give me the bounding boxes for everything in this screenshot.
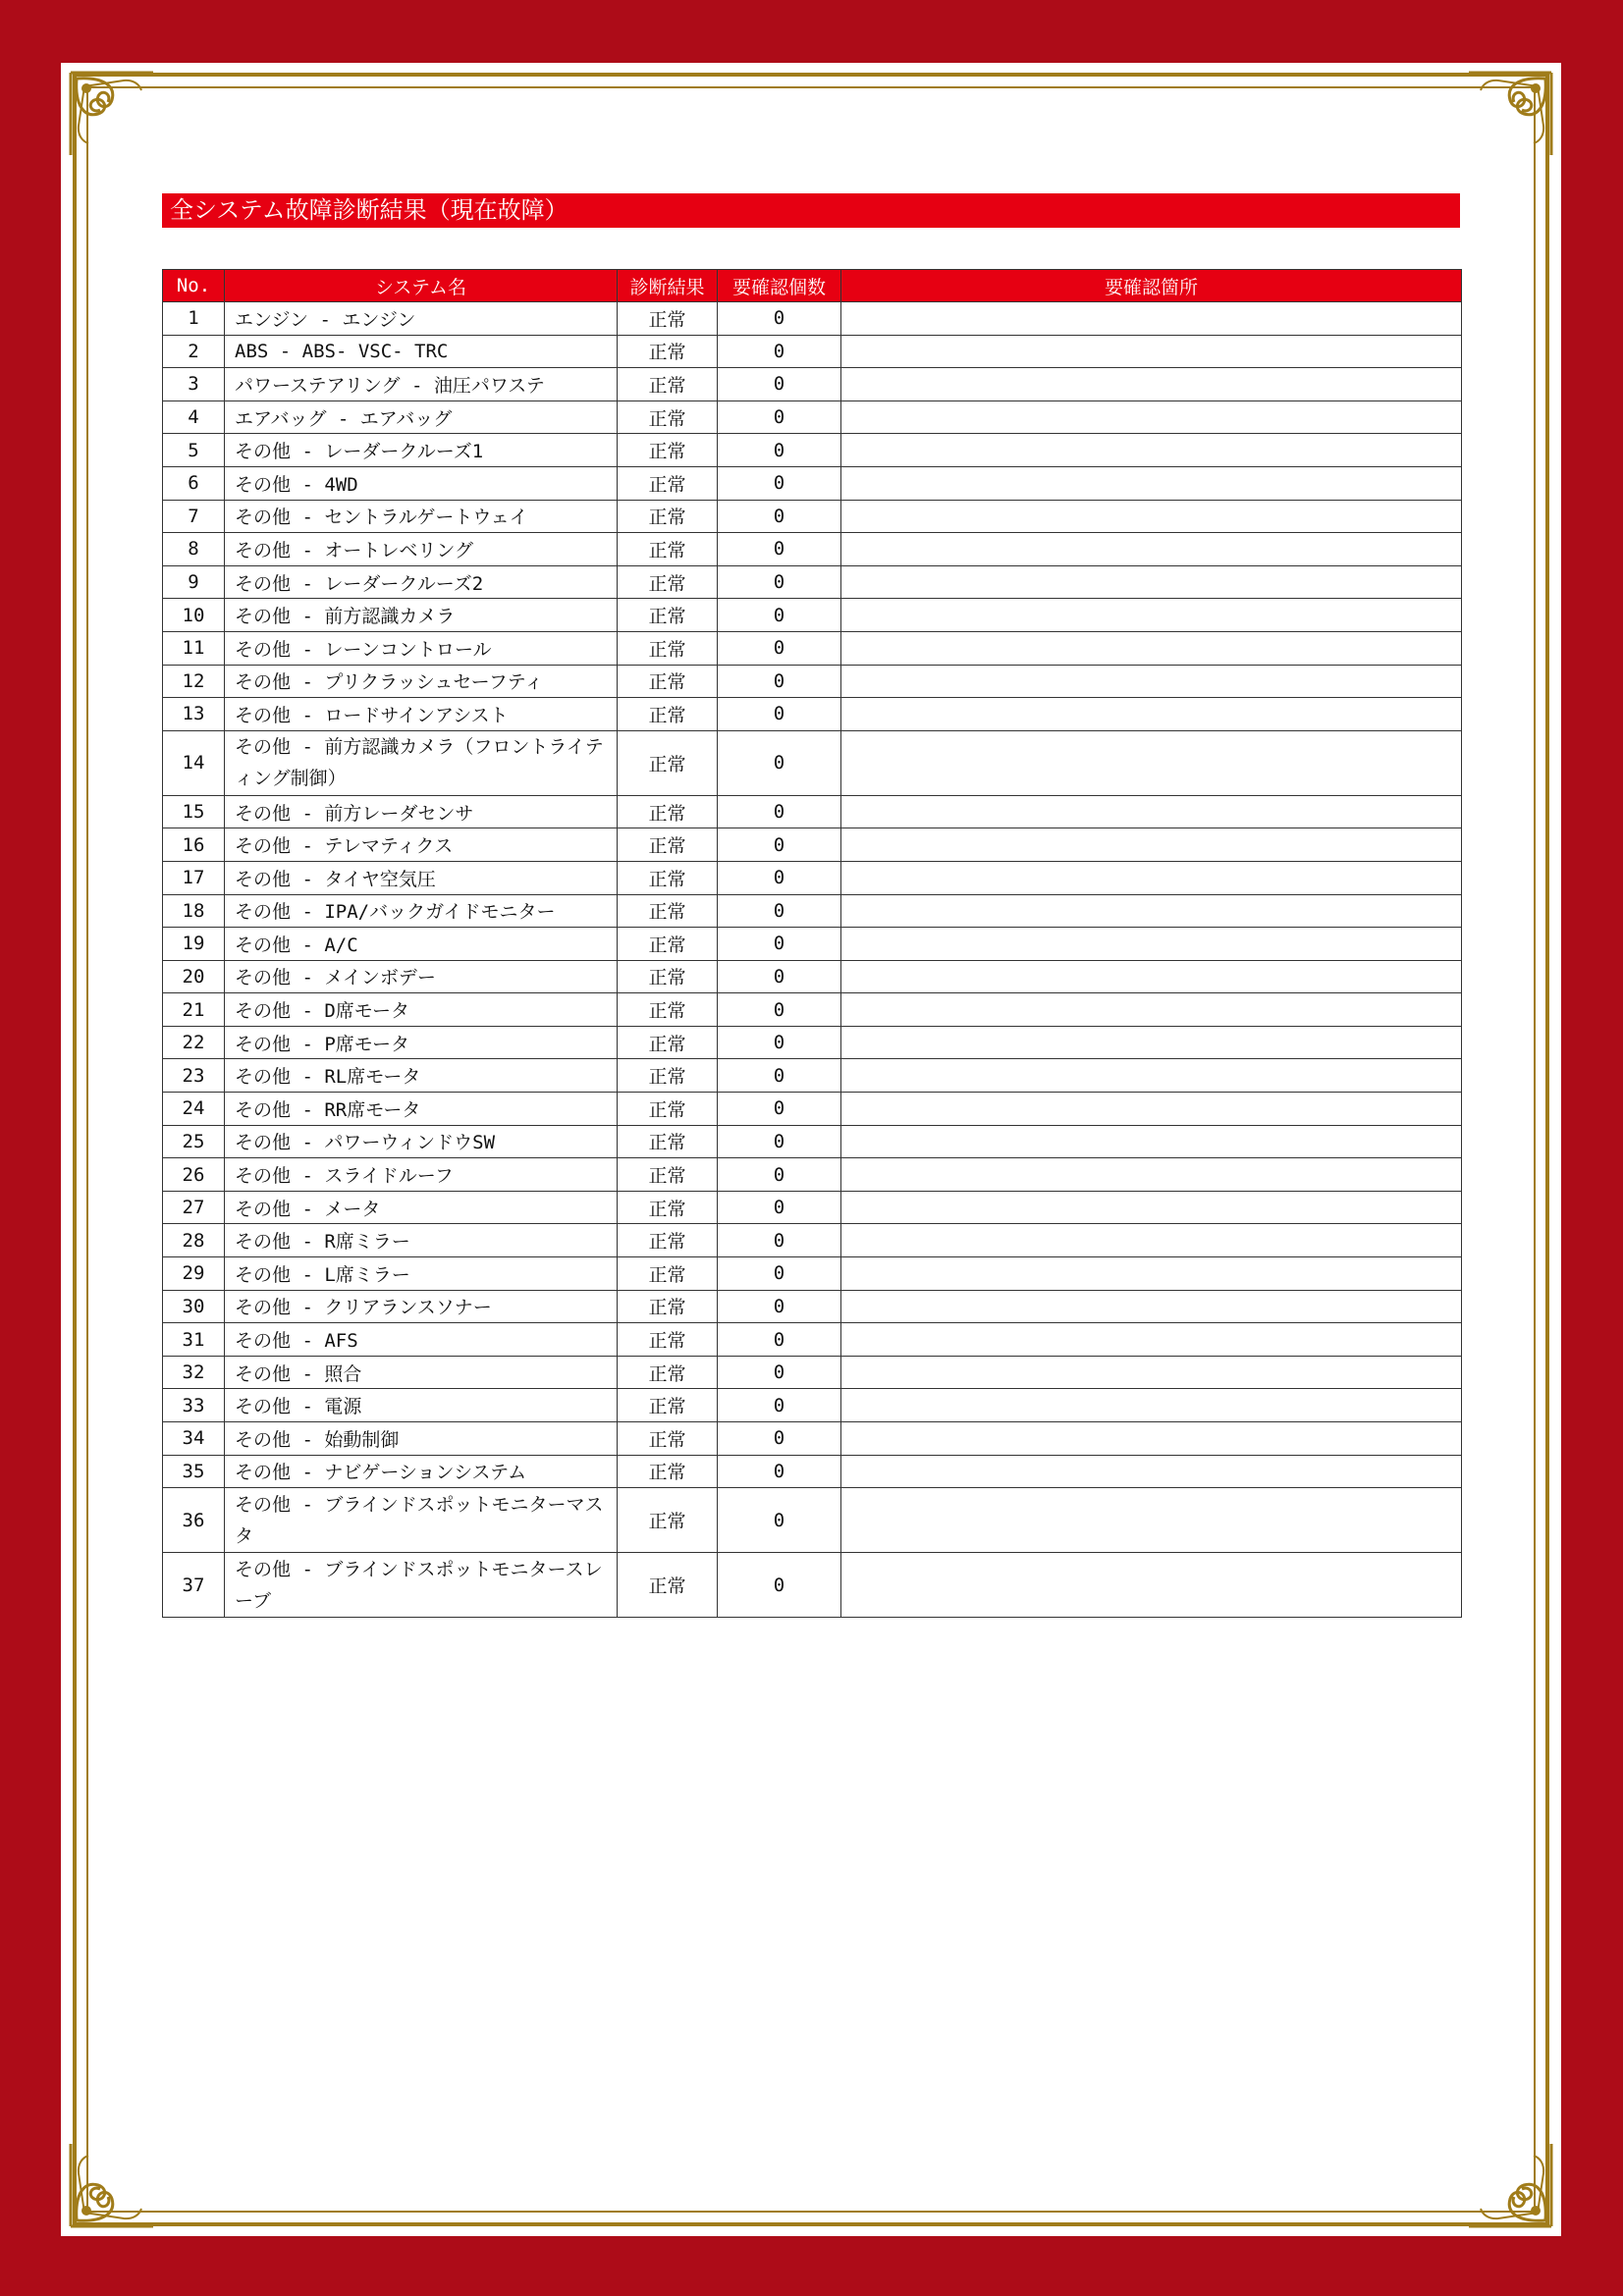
diagnosis-result: 正常: [618, 1389, 718, 1422]
check-location: [841, 1290, 1462, 1323]
check-count: 0: [718, 730, 841, 795]
system-name: その他 - スライドルーフ: [225, 1158, 618, 1192]
system-name: その他 - 前方レーダセンサ: [225, 795, 618, 828]
row-number: 24: [163, 1093, 225, 1126]
row-number: 23: [163, 1059, 225, 1093]
row-number: 17: [163, 861, 225, 894]
check-location: [841, 1158, 1462, 1192]
check-location: [841, 861, 1462, 894]
check-location: [841, 1323, 1462, 1357]
diagnosis-result: 正常: [618, 500, 718, 533]
check-count: 0: [718, 1389, 841, 1422]
row-number: 25: [163, 1125, 225, 1158]
check-count: 0: [718, 1059, 841, 1093]
table-row: [163, 565, 1462, 599]
header-result: 診断結果: [618, 270, 718, 302]
system-name: その他 - L席ミラー: [225, 1257, 618, 1291]
table-row: [163, 1158, 1462, 1192]
row-number: 8: [163, 533, 225, 566]
system-name: その他 - ナビゲーションシステム: [225, 1455, 618, 1488]
diagnosis-result: 正常: [618, 928, 718, 961]
row-number: 31: [163, 1323, 225, 1357]
check-count: 0: [718, 1422, 841, 1456]
diagnosis-result: 正常: [618, 400, 718, 434]
row-number: 19: [163, 928, 225, 961]
check-count: 0: [718, 533, 841, 566]
check-count: 0: [718, 1488, 841, 1553]
check-location: [841, 795, 1462, 828]
check-count: 0: [718, 1455, 841, 1488]
check-count: 0: [718, 795, 841, 828]
check-location: [841, 730, 1462, 795]
check-location: [841, 993, 1462, 1027]
row-number: 35: [163, 1455, 225, 1488]
row-number: 32: [163, 1356, 225, 1389]
check-location: [841, 1356, 1462, 1389]
row-number: 4: [163, 400, 225, 434]
diagnosis-result: 正常: [618, 302, 718, 336]
check-location: [841, 434, 1462, 467]
table-row: [163, 1125, 1462, 1158]
table-row: [163, 1059, 1462, 1093]
table-row: [163, 1422, 1462, 1456]
check-count: 0: [718, 1093, 841, 1126]
check-count: 0: [718, 400, 841, 434]
check-location: [841, 1389, 1462, 1422]
table-row: [163, 1224, 1462, 1257]
check-location: [841, 565, 1462, 599]
check-count: 0: [718, 698, 841, 731]
check-location: [841, 1257, 1462, 1291]
table-row: [163, 1553, 1462, 1618]
check-location: [841, 828, 1462, 862]
check-count: 0: [718, 665, 841, 698]
check-location: [841, 1059, 1462, 1093]
table-row: [163, 434, 1462, 467]
system-name: その他 - 照合: [225, 1356, 618, 1389]
check-count: 0: [718, 828, 841, 862]
check-count: 0: [718, 1257, 841, 1291]
table-row: [163, 795, 1462, 828]
row-number: 14: [163, 730, 225, 795]
system-name: エンジン - エンジン: [225, 302, 618, 336]
check-location: [841, 533, 1462, 566]
row-number: 34: [163, 1422, 225, 1456]
system-name: その他 - オートレベリング: [225, 533, 618, 566]
table-row: [163, 599, 1462, 632]
row-number: 1: [163, 302, 225, 336]
diagnosis-result: 正常: [618, 335, 718, 368]
check-count: 0: [718, 1356, 841, 1389]
diagnosis-result: 正常: [618, 1125, 718, 1158]
row-number: 26: [163, 1158, 225, 1192]
row-number: 30: [163, 1290, 225, 1323]
system-name: その他 - タイヤ空気圧: [225, 861, 618, 894]
system-name: その他 - RR席モータ: [225, 1093, 618, 1126]
diagnosis-result: 正常: [618, 1323, 718, 1357]
table-row: [163, 631, 1462, 665]
diagnosis-result: 正常: [618, 631, 718, 665]
check-count: 0: [718, 1553, 841, 1618]
diagnosis-result: 正常: [618, 1191, 718, 1224]
check-count: 0: [718, 993, 841, 1027]
table-row: [163, 368, 1462, 401]
check-location: [841, 894, 1462, 928]
corner-ornament-icon: [65, 67, 159, 161]
system-name: その他 - 前方認識カメラ: [225, 599, 618, 632]
diagnosis-result: 正常: [618, 1356, 718, 1389]
row-number: 3: [163, 368, 225, 401]
row-number: 33: [163, 1389, 225, 1422]
row-number: 11: [163, 631, 225, 665]
check-location: [841, 500, 1462, 533]
row-number: 20: [163, 960, 225, 993]
check-count: 0: [718, 434, 841, 467]
check-location: [841, 400, 1462, 434]
system-name: エアバッグ - エアバッグ: [225, 400, 618, 434]
row-number: 13: [163, 698, 225, 731]
check-location: [841, 960, 1462, 993]
check-location: [841, 1026, 1462, 1059]
check-count: 0: [718, 599, 841, 632]
row-number: 5: [163, 434, 225, 467]
table-row: [163, 1026, 1462, 1059]
table-header-row: [163, 270, 1462, 302]
system-name: その他 - メインボデー: [225, 960, 618, 993]
system-name: ABS - ABS- VSC- TRC: [225, 335, 618, 368]
diagnosis-result: 正常: [618, 993, 718, 1027]
table-row: [163, 400, 1462, 434]
system-name: その他 - 前方認識カメラ（フロントライティング制御）: [225, 730, 618, 795]
diagnosis-result: 正常: [618, 466, 718, 500]
check-location: [841, 1488, 1462, 1553]
check-count: 0: [718, 894, 841, 928]
check-location: [841, 1455, 1462, 1488]
check-location: [841, 1224, 1462, 1257]
diagnosis-table: [162, 269, 1462, 1618]
table-row: [163, 993, 1462, 1027]
check-location: [841, 698, 1462, 731]
system-name: その他 - パワーウィンドウSW: [225, 1125, 618, 1158]
system-name: その他 - P席モータ: [225, 1026, 618, 1059]
check-location: [841, 599, 1462, 632]
system-name: その他 - 電源: [225, 1389, 618, 1422]
table-row: [163, 466, 1462, 500]
diagnosis-result: 正常: [618, 533, 718, 566]
system-name: その他 - R席ミラー: [225, 1224, 618, 1257]
diagnosis-result: 正常: [618, 795, 718, 828]
system-name: その他 - ロードサインアシスト: [225, 698, 618, 731]
report-title: 全システム故障診断結果（現在故障）: [162, 193, 1460, 228]
table-row: [163, 1389, 1462, 1422]
system-name: その他 - ブラインドスポットモニターマスタ: [225, 1488, 618, 1553]
table-row: [163, 828, 1462, 862]
system-name: その他 - レーンコントロール: [225, 631, 618, 665]
diagnosis-result: 正常: [618, 960, 718, 993]
check-count: 0: [718, 960, 841, 993]
diagnosis-result: 正常: [618, 665, 718, 698]
diagnosis-result: 正常: [618, 1422, 718, 1456]
system-name: その他 - D席モータ: [225, 993, 618, 1027]
diagnosis-result: 正常: [618, 599, 718, 632]
check-count: 0: [718, 565, 841, 599]
row-number: 36: [163, 1488, 225, 1553]
row-number: 18: [163, 894, 225, 928]
diagnosis-result: 正常: [618, 1059, 718, 1093]
row-number: 28: [163, 1224, 225, 1257]
corner-ornament-icon: [1463, 2138, 1557, 2232]
row-number: 10: [163, 599, 225, 632]
diagnosis-result: 正常: [618, 861, 718, 894]
table-row: [163, 1191, 1462, 1224]
check-location: [841, 1125, 1462, 1158]
diagnosis-result: 正常: [618, 828, 718, 862]
system-name: その他 - メータ: [225, 1191, 618, 1224]
row-number: 22: [163, 1026, 225, 1059]
check-location: [841, 302, 1462, 336]
header-no: No.: [163, 270, 225, 302]
table-row: [163, 1356, 1462, 1389]
diagnosis-result: 正常: [618, 1224, 718, 1257]
check-location: [841, 466, 1462, 500]
check-location: [841, 1553, 1462, 1618]
row-number: 16: [163, 828, 225, 862]
corner-ornament-icon: [1463, 67, 1557, 161]
diagnosis-result: 正常: [618, 1455, 718, 1488]
check-count: 0: [718, 1290, 841, 1323]
row-number: 9: [163, 565, 225, 599]
row-number: 37: [163, 1553, 225, 1618]
check-location: [841, 631, 1462, 665]
system-name: その他 - テレマティクス: [225, 828, 618, 862]
diagnosis-result: 正常: [618, 894, 718, 928]
table-row: [163, 861, 1462, 894]
check-count: 0: [718, 500, 841, 533]
table-body: [163, 302, 1462, 1618]
diagnosis-result: 正常: [618, 1488, 718, 1553]
table-row: [163, 1488, 1462, 1553]
table-row: [163, 1455, 1462, 1488]
table-row: [163, 302, 1462, 336]
table-row: [163, 928, 1462, 961]
check-location: [841, 928, 1462, 961]
table-row: [163, 1323, 1462, 1357]
check-count: 0: [718, 1191, 841, 1224]
check-count: 0: [718, 368, 841, 401]
system-name: その他 - 始動制御: [225, 1422, 618, 1456]
row-number: 15: [163, 795, 225, 828]
check-location: [841, 665, 1462, 698]
system-name: その他 - ブラインドスポットモニタースレーブ: [225, 1553, 618, 1618]
diagnosis-result: 正常: [618, 368, 718, 401]
check-count: 0: [718, 1224, 841, 1257]
check-location: [841, 1093, 1462, 1126]
diagnosis-result: 正常: [618, 434, 718, 467]
system-name: その他 - IPA/バックガイドモニター: [225, 894, 618, 928]
table-row: [163, 698, 1462, 731]
table-row: [163, 533, 1462, 566]
diagnosis-result: 正常: [618, 1257, 718, 1291]
system-name: その他 - プリクラッシュセーフティ: [225, 665, 618, 698]
system-name: その他 - レーダークルーズ1: [225, 434, 618, 467]
check-count: 0: [718, 1026, 841, 1059]
table-row: [163, 500, 1462, 533]
diagnosis-result: 正常: [618, 1553, 718, 1618]
table-row: [163, 1290, 1462, 1323]
table-row: [163, 335, 1462, 368]
system-name: その他 - RL席モータ: [225, 1059, 618, 1093]
check-count: 0: [718, 1158, 841, 1192]
diagnosis-result: 正常: [618, 1093, 718, 1126]
diagnosis-result: 正常: [618, 1026, 718, 1059]
row-number: 7: [163, 500, 225, 533]
system-name: その他 - A/C: [225, 928, 618, 961]
check-location: [841, 1191, 1462, 1224]
header-system-name: システム名: [225, 270, 618, 302]
diagnosis-result: 正常: [618, 1290, 718, 1323]
table-row: [163, 894, 1462, 928]
check-location: [841, 335, 1462, 368]
row-number: 12: [163, 665, 225, 698]
system-name: その他 - 4WD: [225, 466, 618, 500]
check-count: 0: [718, 1323, 841, 1357]
check-count: 0: [718, 1125, 841, 1158]
system-name: その他 - AFS: [225, 1323, 618, 1357]
check-count: 0: [718, 861, 841, 894]
check-count: 0: [718, 631, 841, 665]
diagnosis-result: 正常: [618, 565, 718, 599]
system-name: パワーステアリング - 油圧パワステ: [225, 368, 618, 401]
row-number: 21: [163, 993, 225, 1027]
corner-ornament-icon: [65, 2138, 159, 2232]
table-row: [163, 1093, 1462, 1126]
table-row: [163, 665, 1462, 698]
check-count: 0: [718, 466, 841, 500]
table-row: [163, 960, 1462, 993]
system-name: その他 - レーダークルーズ2: [225, 565, 618, 599]
header-check-location: 要確認箇所: [841, 270, 1462, 302]
row-number: 27: [163, 1191, 225, 1224]
table-row: [163, 1257, 1462, 1291]
check-count: 0: [718, 335, 841, 368]
row-number: 29: [163, 1257, 225, 1291]
check-count: 0: [718, 302, 841, 336]
check-location: [841, 368, 1462, 401]
check-location: [841, 1422, 1462, 1456]
system-name: その他 - セントラルゲートウェイ: [225, 500, 618, 533]
row-number: 6: [163, 466, 225, 500]
row-number: 2: [163, 335, 225, 368]
table-row: [163, 730, 1462, 795]
check-count: 0: [718, 928, 841, 961]
diagnosis-result: 正常: [618, 698, 718, 731]
header-check-count: 要確認個数: [718, 270, 841, 302]
diagnosis-result: 正常: [618, 1158, 718, 1192]
diagnosis-result: 正常: [618, 730, 718, 795]
system-name: その他 - クリアランスソナー: [225, 1290, 618, 1323]
